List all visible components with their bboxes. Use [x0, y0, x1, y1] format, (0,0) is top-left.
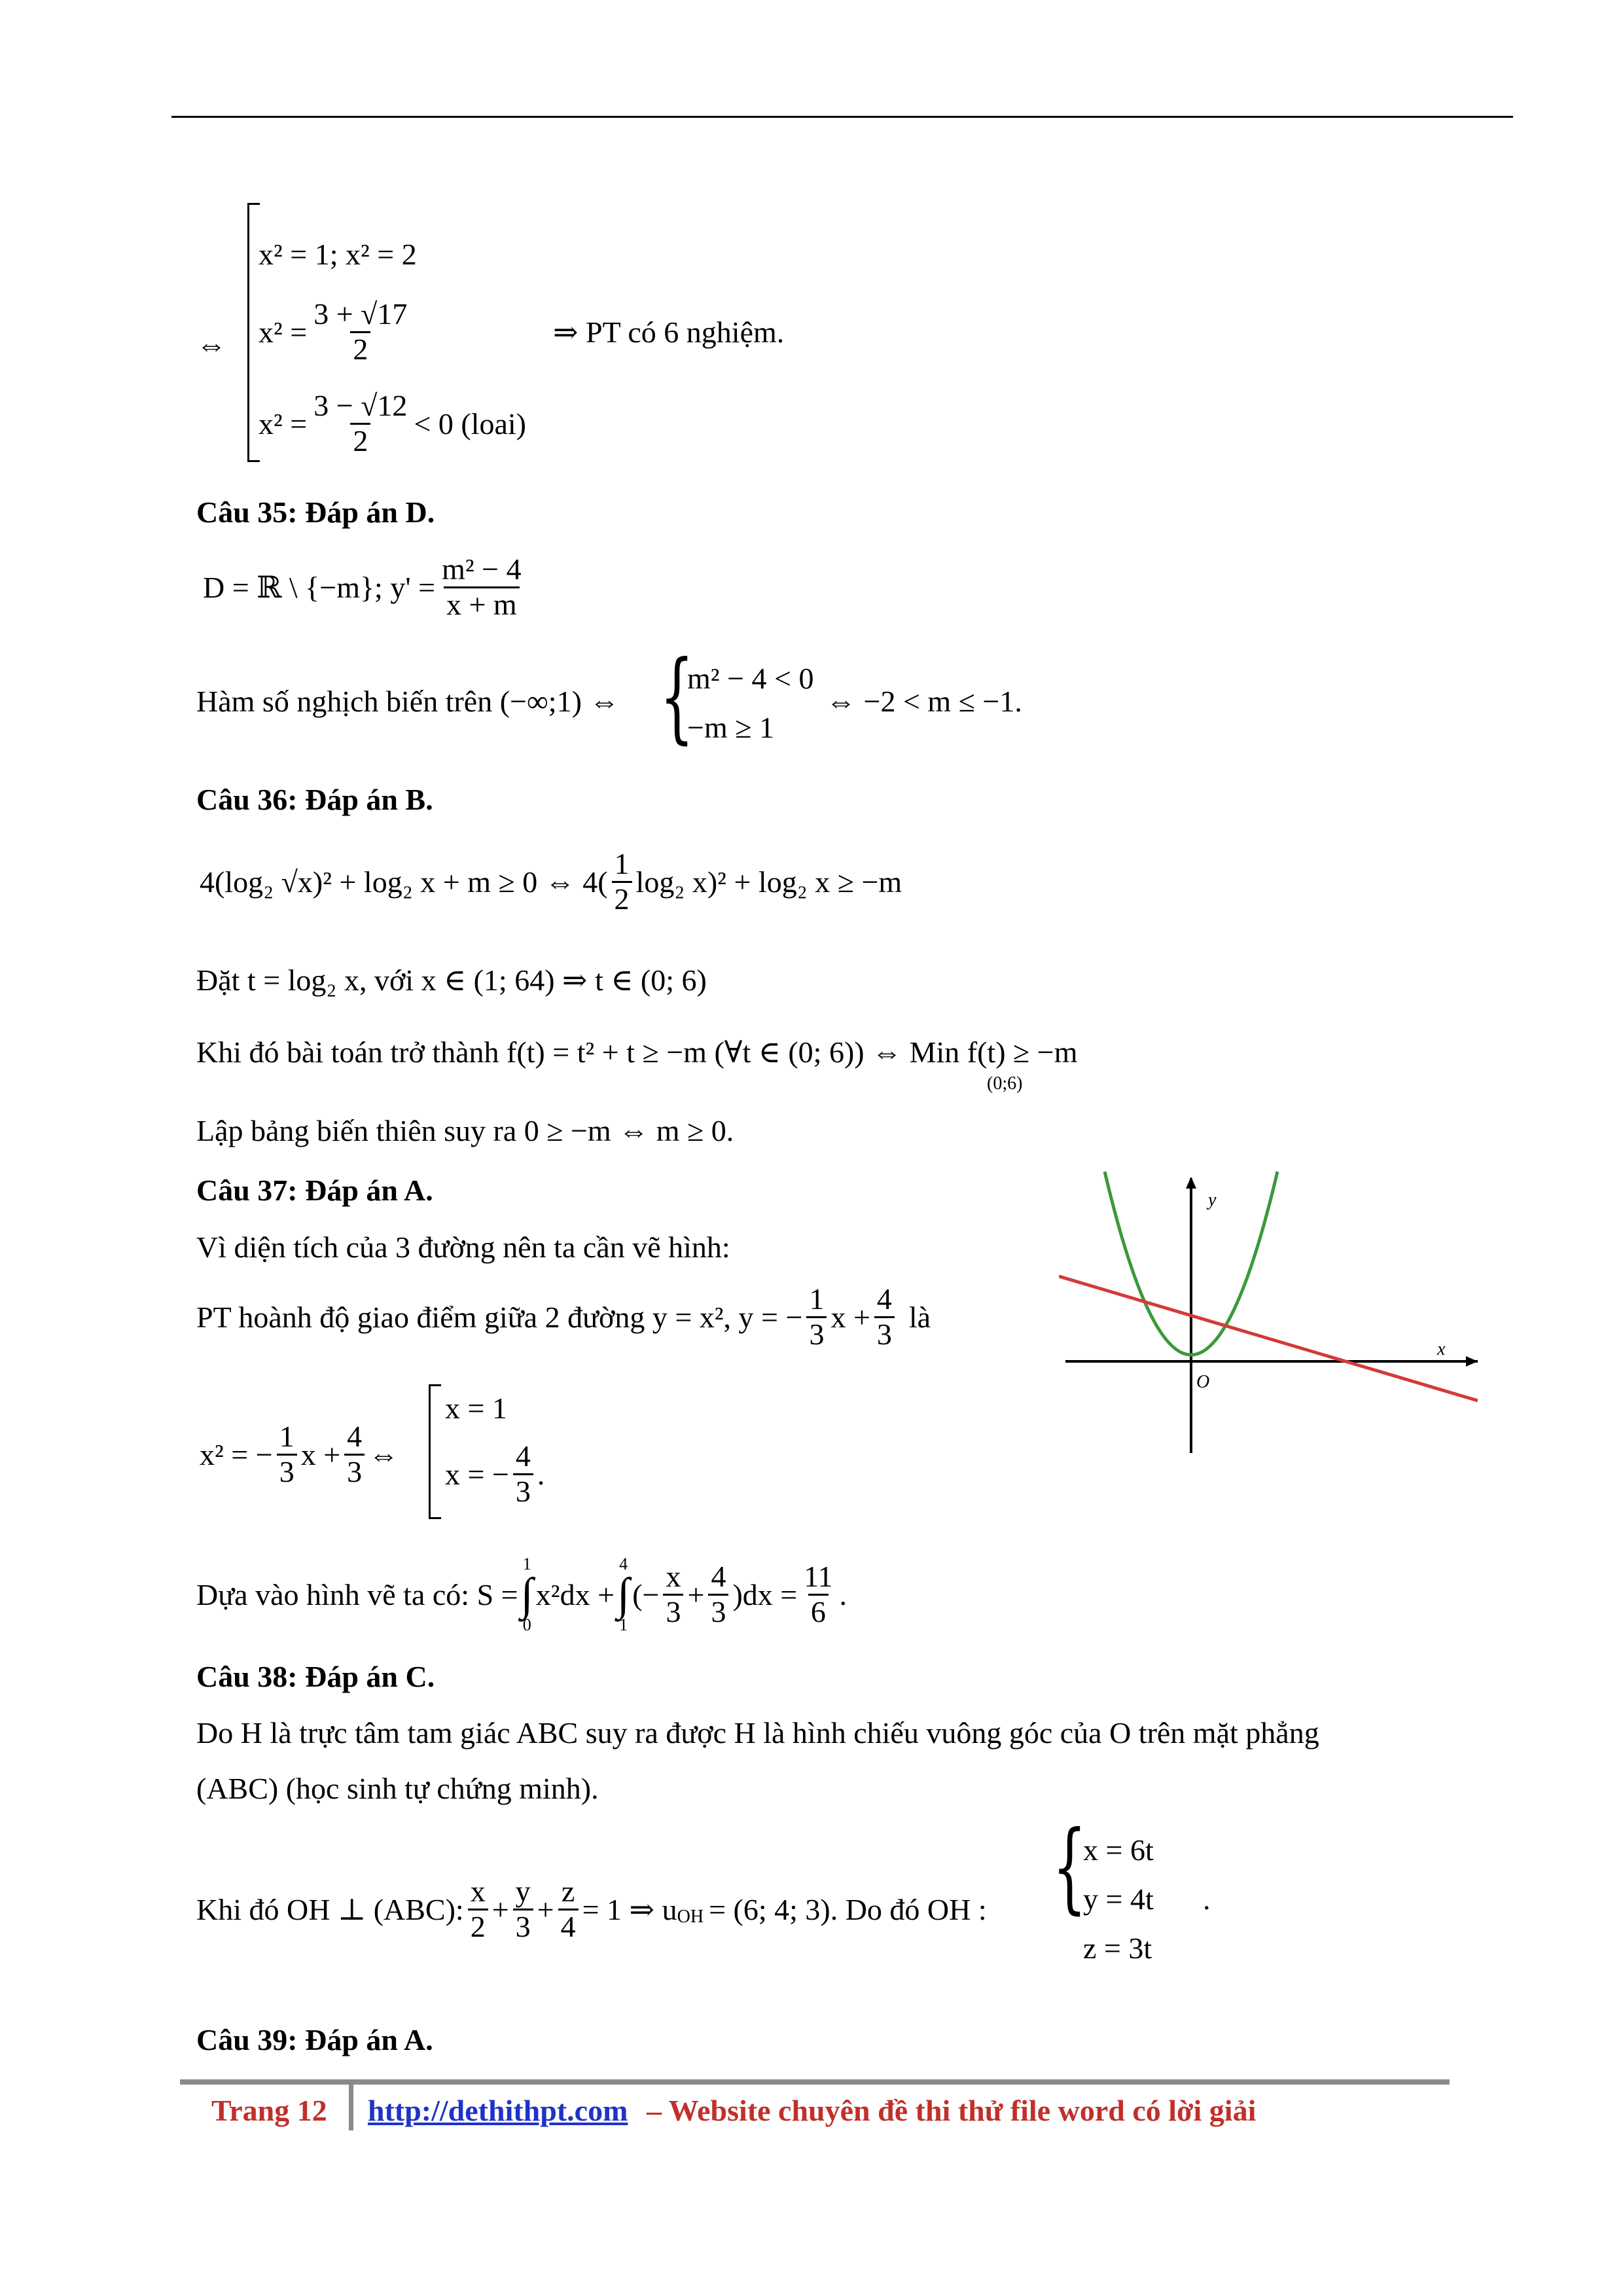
q37-sol2-end: .	[537, 1457, 545, 1491]
q37-int1-up: 1	[522, 1554, 531, 1573]
q37-l2-f2-den: 3	[874, 1316, 895, 1352]
q37-int2-low: 1	[619, 1615, 628, 1634]
q37-result-frac	[801, 1560, 835, 1628]
q35-sys2: −m ≥ 1	[687, 711, 774, 744]
q37-res-den: 6	[808, 1594, 829, 1629]
q38-p1: +	[491, 1892, 509, 1926]
footer-page-number: Trang 12	[211, 2094, 327, 2127]
q37-eq-f1-den: 3	[277, 1454, 297, 1489]
q38-l3-a: Khi đó OH ⊥ (ABC):	[196, 1893, 464, 1927]
q37-sol1: x = 1	[445, 1391, 507, 1425]
q34-row3-num: 3 − √12	[313, 389, 408, 422]
q37-int1-body: x²dx +	[535, 1578, 615, 1611]
q37-graph	[1059, 1165, 1478, 1453]
q38-l3-b: = 1 ⇒ u	[582, 1893, 677, 1927]
q36-ineq-b: log₂ x)² + log₂ x ≥ −m	[635, 865, 902, 899]
q37-bracket	[429, 1384, 441, 1519]
q38-sys2: y = 4t	[1083, 1882, 1154, 1916]
q38-frac2	[513, 1875, 533, 1943]
q37-eq-f1-num: 1	[279, 1420, 294, 1453]
q38-line2: (ABC) (học sinh tự chứng minh).	[196, 1772, 599, 1805]
footer-rule	[180, 2079, 1450, 2085]
q37-heading: Câu 37: Đáp án A.	[196, 1174, 433, 1207]
q37-sol2-den: 3	[513, 1473, 533, 1509]
q37-sol2-lhs: x = −	[445, 1457, 509, 1491]
q37-eq-lhs: x² = −	[200, 1437, 273, 1471]
origin-label: O	[1196, 1372, 1210, 1392]
q38-sys3: z = 3t	[1083, 1931, 1152, 1965]
q37-res-num: 11	[804, 1560, 833, 1594]
q36-ineq-a: 4(log₂ √x)² + log₂ x + m ≥ 0 ⇔ 4(	[200, 865, 608, 899]
q37-res-end: .	[839, 1578, 847, 1611]
q37-area	[196, 1554, 847, 1635]
q38-frac3	[558, 1875, 579, 1943]
q35-domain	[203, 553, 528, 621]
q34-row2-num: 3 + √17	[313, 297, 408, 331]
q37-eq-f2-num: 4	[347, 1420, 363, 1453]
q37-line2-mid: x +	[830, 1300, 870, 1334]
q37-int2-plus: +	[687, 1578, 705, 1611]
q36-ineq	[200, 848, 902, 916]
q37-int1	[521, 1554, 533, 1635]
q37-int2-close: )dx =	[732, 1578, 798, 1611]
q37-int1-low: 0	[522, 1615, 531, 1634]
q37-int2-f2-den: 3	[708, 1594, 728, 1629]
q37-eq-equiv: ⇔	[368, 1437, 399, 1471]
y-axis-arrow	[1186, 1177, 1196, 1189]
q36-heading: Câu 36: Đáp án B.	[196, 783, 433, 816]
q34-row3-lhs: x² =	[259, 406, 308, 440]
q37-line2	[196, 1283, 931, 1351]
q38-heading: Câu 38: Đáp án C.	[196, 1660, 435, 1693]
q35-domain-lhs: D = ℝ \ {−m}; y' =	[203, 571, 436, 605]
q37-line2-a: PT hoành độ giao điểm giữa 2 đường y = x², y = −	[196, 1300, 803, 1334]
q34-row3-den: 2	[350, 423, 370, 458]
q36-set: Đặt t = log₂ x, với x ∈ (1; 64) ⇒ t ∈ (0; 6)	[196, 963, 707, 997]
q35-result: ⇔ −2 < m ≤ −1.	[826, 685, 1022, 718]
q37-line1: Vì diện tích của 3 đường nên ta cần vẽ hình:	[196, 1230, 730, 1264]
q38-line1: Do H là trực tâm tam giác ABC suy ra được H là hình chiếu vuông góc của O trên mặt phẳng	[196, 1716, 1319, 1749]
q35-domain-den: x + m	[444, 586, 520, 622]
q38-line3	[196, 1875, 987, 1943]
q37-sol2-frac	[513, 1440, 533, 1508]
q37-line2-frac2	[874, 1283, 895, 1351]
q38-f3-den: 4	[558, 1909, 579, 1944]
q38-sys1: x = 6t	[1083, 1833, 1154, 1867]
q34-row2-frac	[311, 298, 410, 366]
q38-f2-den: 3	[513, 1909, 533, 1944]
q37-eq-mid: x +	[300, 1437, 341, 1471]
footer-link[interactable]: http://dethithpt.com	[368, 2094, 628, 2127]
q37-sol2-num: 4	[515, 1439, 531, 1473]
q38-frac1	[468, 1875, 488, 1943]
q35-line2-text: Hàm số nghịch biến trên (−∞;1) ⇔	[196, 685, 620, 718]
q35-brace: {	[660, 640, 694, 754]
q37-int2-frac2	[708, 1560, 728, 1628]
q36-lap: Lập bảng biến thiên suy ra 0 ≥ −m ⇔ m ≥ 0.	[196, 1114, 734, 1147]
q36-frac-num: 1	[614, 847, 630, 880]
q37-int1-sign: ∫	[520, 1570, 533, 1620]
q38-l3-sub: OH	[677, 1907, 704, 1928]
q37-eq	[200, 1420, 399, 1488]
q37-int2-f1-num: x	[666, 1560, 681, 1594]
q35-domain-frac	[439, 553, 524, 621]
q37-int2-up: 4	[619, 1554, 628, 1573]
q38-f1-den: 2	[468, 1909, 488, 1944]
q34-row3-frac	[311, 389, 410, 457]
q37-int2	[617, 1554, 630, 1635]
q34-row3	[259, 389, 526, 457]
q34-row1: x² = 1; x² = 2	[259, 238, 417, 271]
q36-ineq-frac	[612, 848, 632, 916]
q37-l2-f1-den: 3	[806, 1316, 827, 1352]
y-axis-label: y	[1208, 1190, 1217, 1210]
q34-equiv: ⇔	[196, 328, 226, 361]
q37-int2-f2-num: 4	[711, 1560, 726, 1594]
q38-l3-c: = (6; 4; 3). Do đó OH :	[709, 1892, 987, 1926]
q35-heading: Câu 35: Đáp án D.	[196, 495, 435, 529]
line-curve	[1059, 1276, 1478, 1401]
q34-row3-rhs: < 0 (loai)	[414, 406, 526, 440]
q37-eq-frac1	[277, 1420, 297, 1488]
q34-row2	[259, 298, 414, 366]
q34-row2-lhs: x² =	[259, 315, 308, 349]
q38-f3-num: z	[561, 1874, 575, 1908]
q38-f2-num: y	[515, 1874, 531, 1908]
q37-eq-f2-den: 3	[344, 1454, 365, 1489]
x-axis-label: x	[1437, 1339, 1446, 1359]
q34-conclusion: ⇒ PT có 6 nghiệm.	[553, 315, 785, 349]
q37-int2-frac1	[663, 1560, 683, 1628]
q37-sol2	[445, 1440, 544, 1508]
q39-heading: Câu 39: Đáp án A.	[196, 2023, 433, 2056]
footer-tagline: – Website chuyên đề thi thử file word có lời giải	[647, 2094, 1257, 2127]
q35-sys1: m² − 4 < 0	[687, 662, 814, 695]
q37-eq-frac2	[344, 1420, 365, 1488]
q37-int2-f1-den: 3	[663, 1594, 683, 1629]
q37-int2-open: (−	[632, 1578, 660, 1611]
q34-row2-den: 2	[350, 331, 370, 367]
q38-p2: +	[537, 1892, 554, 1926]
q37-line2-frac1	[806, 1283, 827, 1351]
q37-int2-sign: ∫	[617, 1570, 630, 1620]
x-axis-arrow	[1466, 1356, 1478, 1367]
footer-divider	[349, 2083, 353, 2130]
q37-area-text: Dựa vào hình vẽ ta có: S =	[196, 1578, 518, 1611]
q38-f1-num: x	[470, 1874, 486, 1908]
q36-frac-den: 2	[612, 881, 632, 916]
q36-khi: Khi đó bài toán trở thành f(t) = t² + t ≥ −m (∀t ∈ (0; 6)) ⇔ Min f(t) ≥ −m	[196, 1035, 1078, 1069]
q37-line2-end: là	[908, 1300, 931, 1334]
q37-l2-f1-num: 1	[809, 1282, 825, 1316]
q36-min-sub: (0;6)	[987, 1073, 1023, 1094]
header-rule	[171, 116, 1513, 118]
q38-brace: {	[1052, 1810, 1087, 1924]
q38-sys-end: .	[1203, 1882, 1211, 1916]
q35-domain-num: m² − 4	[442, 552, 522, 586]
q37-l2-f2-num: 4	[876, 1282, 892, 1316]
